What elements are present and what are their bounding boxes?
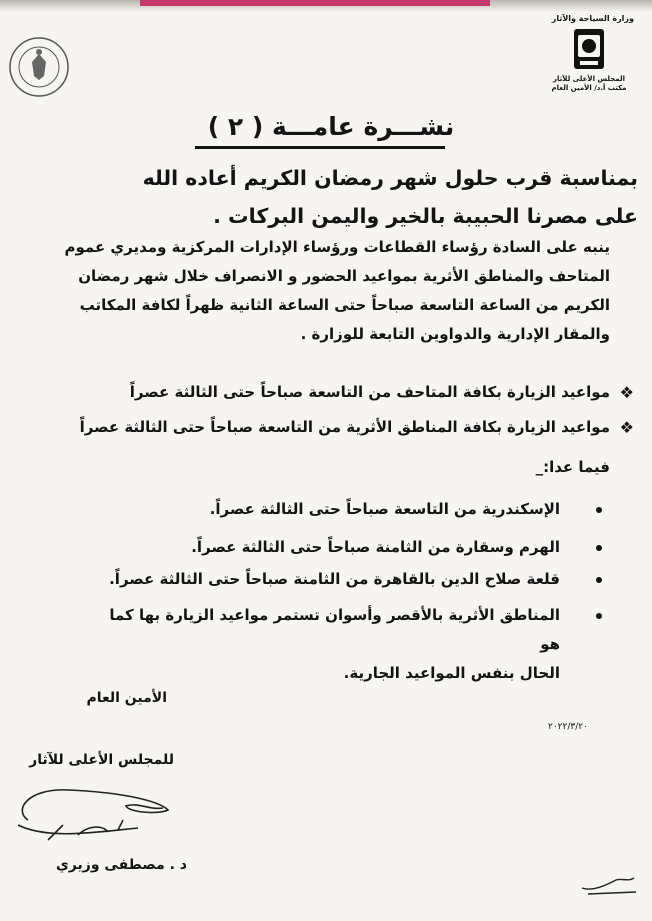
exception-text: الإسكندرية من التاسعة صباحاً حتى الثالثة عصراً.: [209, 500, 560, 518]
body-line: الكريم من الساعة التاسعة صباحاً حتى الساعة الثانية ظهراً لكافة المكاتب: [79, 296, 610, 314]
body-line: ينبه على السادة رؤساء القطاعات ورؤساء الإدارات المركزية ومديري عموم: [64, 238, 610, 256]
exception-continuation: الحال بنفس المواعيد الجارية.: [343, 664, 560, 682]
exception-text: المناطق الأثرية بالأقصر وأسوان تستمر مواعيد الزيارة بها كما هو: [109, 606, 560, 653]
ministry-logo-icon: [572, 27, 606, 71]
bullet-dot-icon: [596, 613, 602, 619]
signature-council: للمجلس الأعلى للآثار: [29, 752, 174, 768]
signer-name: د . مصطفى وزيري: [55, 857, 187, 873]
exception-item: [90, 533, 560, 562]
background-strip: [140, 0, 490, 6]
body-paragraph: [42, 233, 610, 349]
occasion-line-2: على مصرنا الحبيبة بالخير واليمن البركات .: [213, 204, 638, 228]
bullet-dot-icon: [596, 577, 602, 583]
handwritten-signature: [8, 780, 188, 860]
council-name: المجلس الأعلى للآثار: [553, 75, 625, 83]
visit-sites-item: [40, 418, 634, 437]
exception-text: الهرم وسقارة من الثامنة صباحاً حتى الثالثة عصراً.: [191, 538, 560, 556]
diamond-bullet-icon: ❖: [619, 383, 634, 402]
exception-item: [90, 495, 560, 524]
letterhead: [544, 14, 634, 92]
occasion-line-1: بمناسبة قرب حلول شهر رمضان الكريم أعاده الله: [142, 166, 638, 190]
title-underline: [195, 146, 445, 149]
ministry-seal-icon: [8, 36, 70, 98]
except-label: فيما عدا:_: [535, 458, 610, 476]
visit-sites-text: مواعيد الزيارة بكافة المناطق الأثرية من التاسعة صباحاً حتى الثالثة عصراً: [79, 418, 610, 436]
visit-museums-text: مواعيد الزيارة بكافة المتاحف من التاسعة صباحاً حتى الثالثة عصراً: [129, 383, 610, 401]
diamond-bullet-icon: ❖: [619, 418, 634, 437]
body-line: والمقار الإدارية والدواوين التابعة للوزارة .: [300, 325, 610, 343]
title-number: ( ٢ ): [207, 112, 264, 141]
office-name: مكتب أ.د/ الأمين العام: [551, 84, 627, 92]
title-text: نشـــرة عامـــة: [272, 112, 455, 141]
handwritten-note: [578, 862, 638, 900]
exception-item: [90, 565, 560, 594]
ministry-name: وزارة السياحة والآثار: [551, 14, 634, 23]
bullet-dot-icon: [596, 545, 602, 551]
visit-museums-item: [40, 383, 634, 402]
page-title: [0, 112, 652, 141]
bullet-dot-icon: [596, 507, 602, 513]
secretary-title: الأمين العام: [86, 690, 167, 706]
date: ٢٠٢٢/٣/٢٠: [548, 722, 588, 732]
body-line: المتاحف والمناطق الأثرية بمواعيد الحضور و الانصراف خلال شهر رمضان: [78, 267, 610, 285]
exception-text: قلعة صلاح الدين بالقاهرة من الثامنة صباحاً حتى الثالثة عصراً.: [109, 570, 560, 588]
exception-item: [90, 601, 560, 688]
